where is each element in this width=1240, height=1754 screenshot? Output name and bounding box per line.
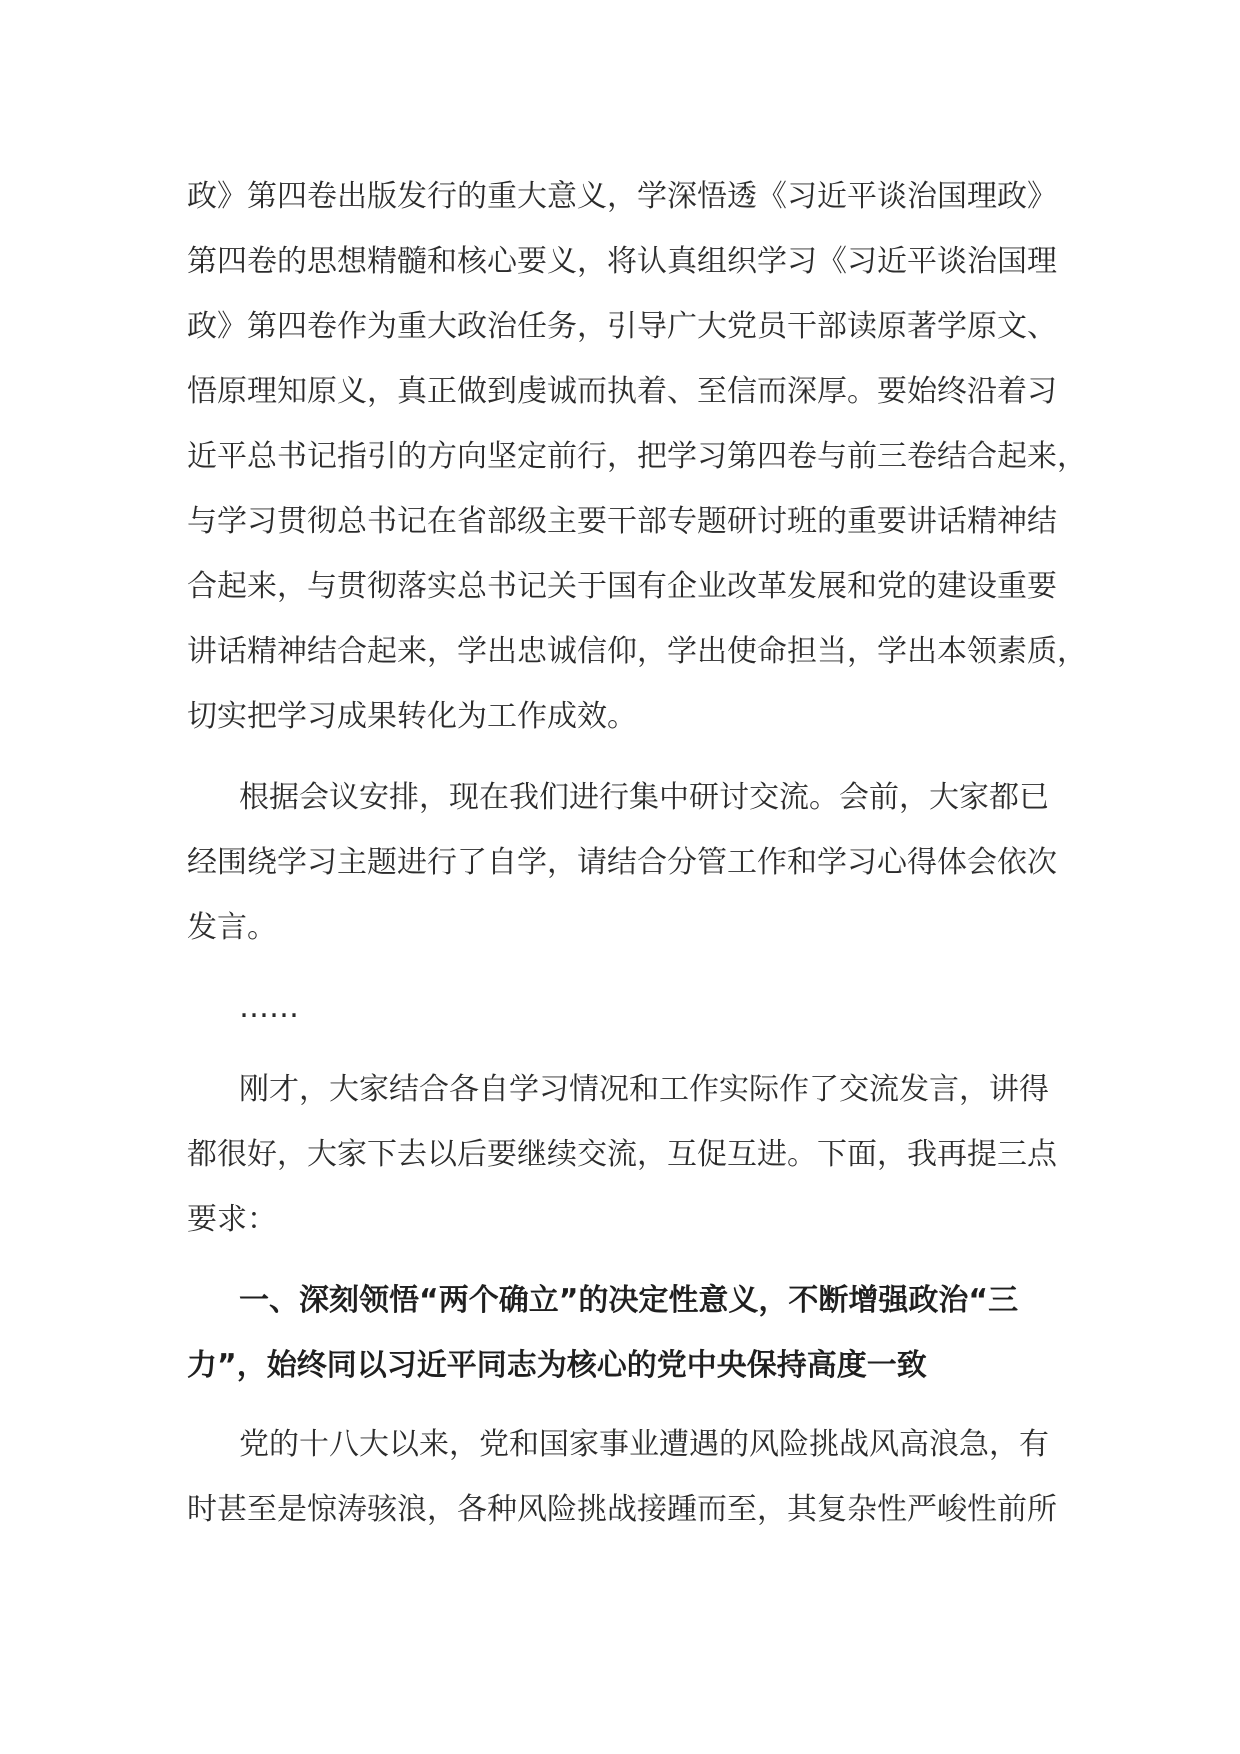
text-line: 近平总书记指引的方向坚定前行，把学习第四卷与前三卷结合起来， (187, 439, 1087, 474)
heading-line: 一、深刻领悟“两个确立”的决定性意义，不断增强政治“三 (239, 1283, 1019, 1318)
text-line: 与学习贯彻总书记在省部级主要干部专题研讨班的重要讲话精神结 (187, 504, 1057, 539)
paragraph-ellipsis (187, 975, 1067, 1040)
text-line: 合起来，与贯彻落实总书记关于国有企业改革发展和党的建设重要 (187, 569, 1057, 604)
text-line: 悟原理知原义，真正做到虔诚而执着、至信而深厚。要始终沿着习 (187, 374, 1057, 409)
heading-line: 力”，始终同以习近平同志为核心的党中央保持高度一致 (187, 1348, 927, 1383)
section-heading-1 (187, 1268, 1067, 1398)
text-line: 第四卷的思想精髓和核心要义，将认真组织学习《习近平谈治国理 (187, 244, 1057, 279)
text-line: 根据会议安排，现在我们进行集中研讨交流。会前，大家都已 (239, 780, 1049, 815)
text-line: 切实把学习成果转化为工作成效。 (187, 699, 637, 734)
text-line: 都很好，大家下去以后要继续交流，互促互进。下面，我再提三点 (187, 1137, 1057, 1172)
text-line: 政》第四卷作为重大政治任务，引导广大党员干部读原著学原文、 (187, 309, 1057, 344)
text-line: 刚才，大家结合各自学习情况和工作实际作了交流发言，讲得 (239, 1072, 1049, 1107)
text-line: 党的十八大以来，党和国家事业遭遇的风险挑战风高浪急，有 (239, 1427, 1049, 1462)
text-line: …… (239, 990, 299, 1025)
text-line: 经围绕学习主题进行了自学，请结合分管工作和学习心得体会依次 (187, 845, 1057, 880)
text-line: 要求： (187, 1202, 277, 1237)
text-line: 讲话精神结合起来，学出忠诚信仰，学出使命担当，学出本领素质， (187, 634, 1087, 669)
text-line: 发言。 (187, 910, 277, 945)
paragraph-continuation (187, 164, 1087, 749)
paragraph-section-body (187, 1412, 1067, 1542)
text-line: 政》第四卷出版发行的重大意义，学深悟透《习近平谈治国理政》 (187, 179, 1057, 214)
text-line: 时甚至是惊涛骇浪，各种风险挑战接踵而至，其复杂性严峻性前所 (187, 1492, 1057, 1527)
paragraph-meeting-arrangement (187, 765, 1067, 960)
paragraph-requirements-intro (187, 1057, 1067, 1252)
